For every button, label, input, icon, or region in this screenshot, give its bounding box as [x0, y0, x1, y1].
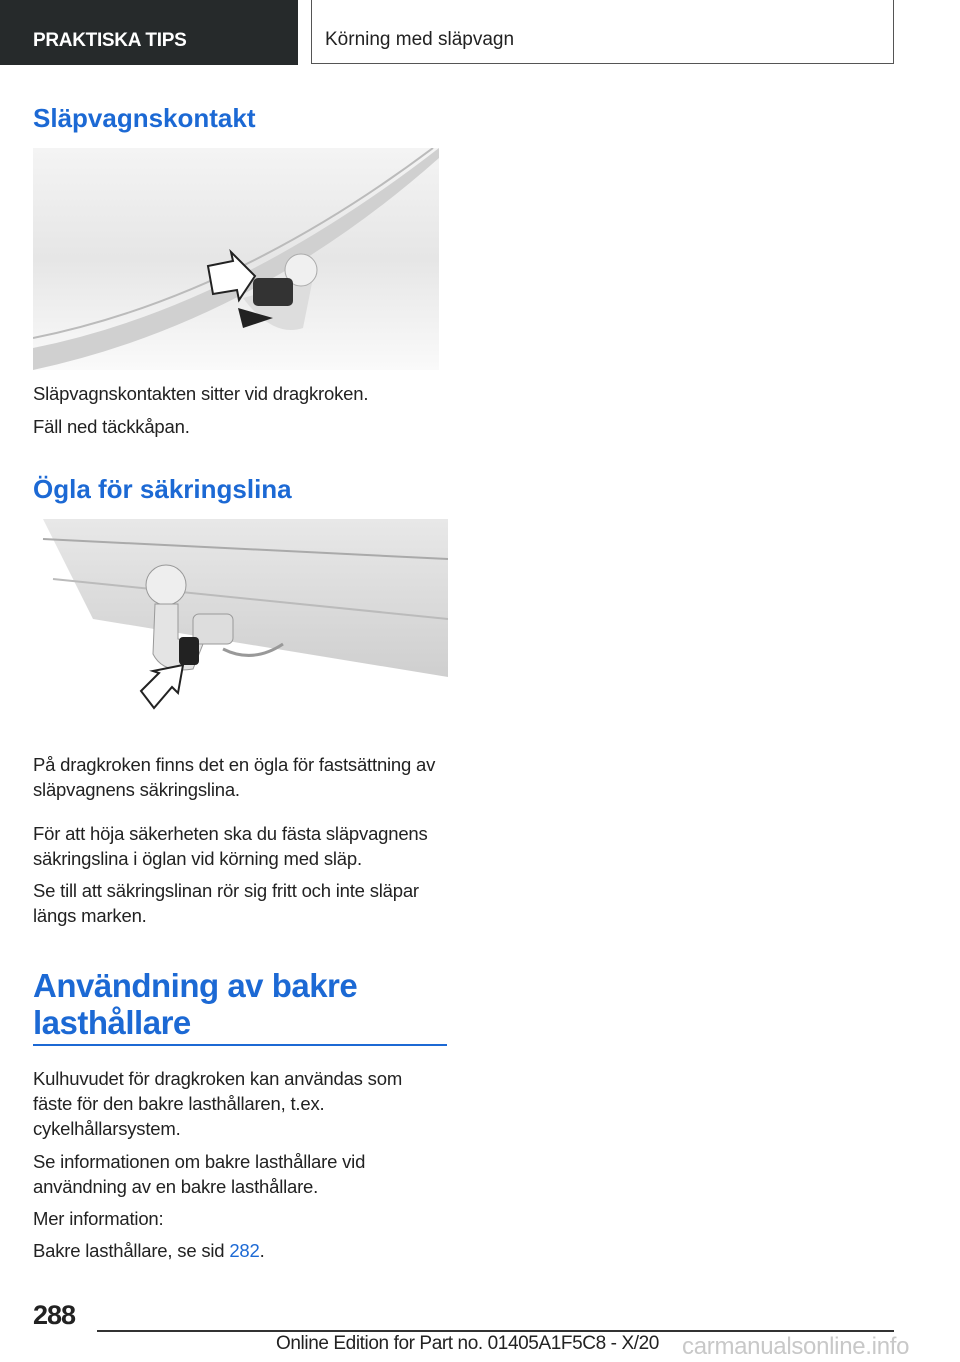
paragraph: Släpvagnskontakten sitter vid dragkroken. [33, 383, 369, 404]
paragraph: Se till att säkringslinan rör sig fritt och inte släpar längs marken. [33, 880, 419, 926]
section-heading: Släpvagnskontakt [33, 103, 256, 133]
paragraph: På dragkroken finns det en ögla för fastsättning av släpvagnens säkringslina. [33, 754, 436, 800]
section-tab [0, 0, 298, 65]
section-label: PRAKTISKA TIPS [33, 30, 187, 51]
paragraph: Mer information: [33, 1208, 164, 1229]
footer-rule [97, 1330, 894, 1332]
heading-rule [33, 1044, 447, 1046]
safety-loop-illustration [33, 519, 448, 714]
reference-suffix: . [259, 1240, 265, 1261]
chapter-label: Körning med släpvagn [325, 29, 515, 50]
chapter-heading: Användning av bakre lasthållare [33, 967, 358, 1041]
cross-reference [33, 1238, 463, 1263]
paragraph: För att höja säkerheten ska du fästa släpvagnens säkringslina i öglan vid körning med släp. [33, 823, 428, 869]
section-heading: Ögla för säkringslina [33, 474, 292, 504]
watermark: carmanualsonline.info [682, 1333, 910, 1360]
reference-text: Bakre lasthållare, se sid [33, 1240, 230, 1261]
page-link[interactable]: 282 [229, 1240, 260, 1261]
paragraph: Se informationen om bakre lasthållare vid användning av en bakre lasthållare. [33, 1151, 366, 1197]
edition-info: Online Edition for Part no. 01405A1F5C8 - X/20 [276, 1333, 659, 1354]
chapter-tab [311, 0, 894, 64]
paragraph: Kulhuvudet för dragkroken kan användas som fäste för den bakre lasthållaren, t.ex. cykelhållarsystem. [33, 1068, 403, 1139]
trailer-socket-illustration [33, 148, 439, 370]
paragraph: Fäll ned täckkåpan. [33, 416, 190, 437]
page-number: 288 [33, 1300, 76, 1330]
